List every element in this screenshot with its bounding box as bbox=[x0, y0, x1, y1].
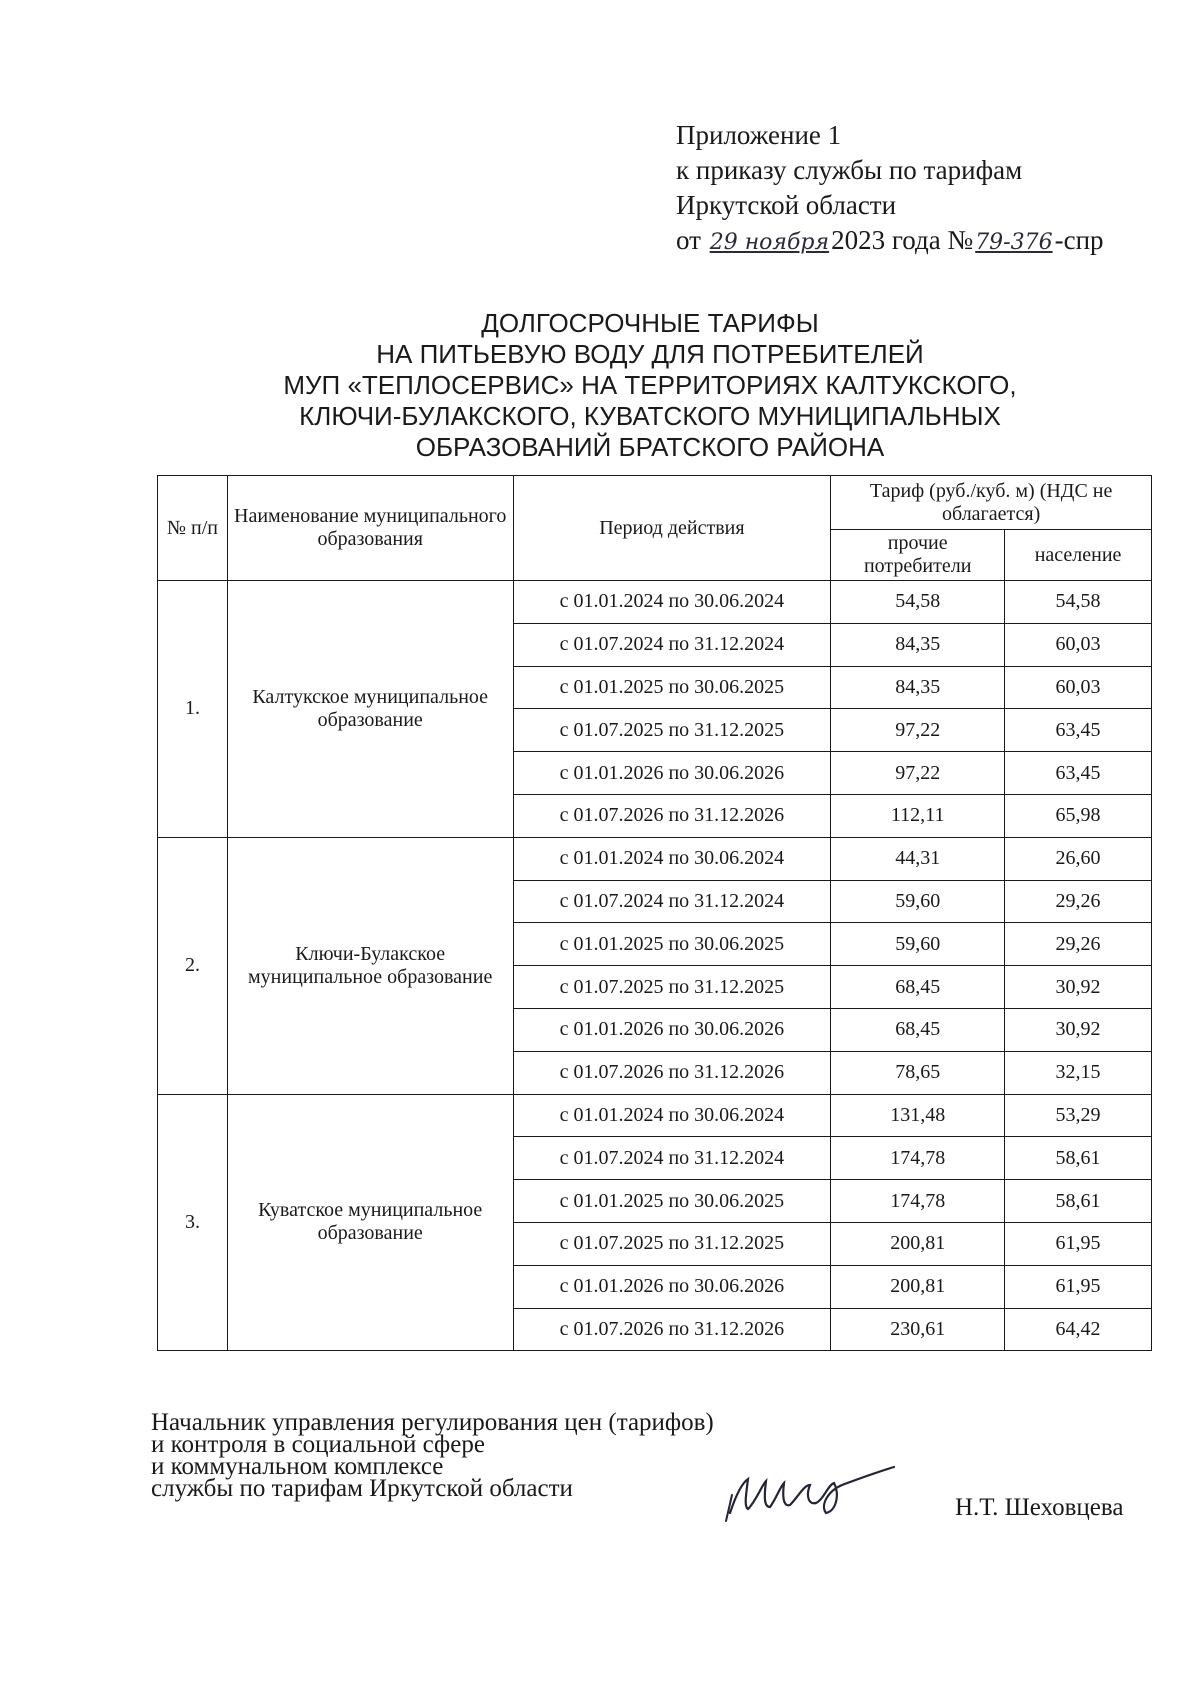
population-tariff: 32,15 bbox=[1005, 1051, 1152, 1094]
period-cell: с 01.07.2025 по 31.12.2025 bbox=[513, 709, 831, 752]
municipality-name: Куватское муниципальное образование bbox=[227, 1094, 513, 1351]
period-cell: с 01.07.2024 по 31.12.2024 bbox=[513, 880, 831, 923]
appendix-header bbox=[676, 118, 1104, 260]
document-title bbox=[150, 308, 1150, 463]
row-number: 3. bbox=[158, 1094, 228, 1351]
period-cell: с 01.07.2026 по 31.12.2026 bbox=[513, 1051, 831, 1094]
title-line-4: КЛЮЧИ-БУЛАКСКОГО, КУВАТСКОГО МУНИЦИПАЛЬНЫХ bbox=[299, 401, 1001, 431]
title-line-3: МУП «ТЕПЛОСЕРВИС» НА ТЕРРИТОРИЯХ КАЛТУКСКОГО, bbox=[283, 370, 1017, 400]
title-line-1: ДОЛГОСРОЧНЫЕ ТАРИФЫ bbox=[481, 308, 819, 338]
title-line-2: НА ПИТЬЕВУЮ ВОДУ ДЛЯ ПОТРЕБИТЕЛЕЙ bbox=[376, 339, 924, 369]
period-cell: с 01.01.2025 по 30.06.2025 bbox=[513, 923, 831, 966]
table-row bbox=[158, 1094, 1152, 1137]
table-row bbox=[158, 837, 1152, 880]
header-other-consumers: прочие потребители bbox=[831, 530, 1005, 581]
population-tariff: 65,98 bbox=[1005, 794, 1152, 837]
row-number: 1. bbox=[158, 581, 228, 838]
other-consumers-tariff: 200,81 bbox=[831, 1265, 1005, 1308]
handwritten-date: 29 ноября bbox=[709, 230, 830, 255]
other-consumers-tariff: 59,60 bbox=[831, 880, 1005, 923]
other-consumers-tariff: 174,78 bbox=[831, 1137, 1005, 1180]
population-tariff: 29,26 bbox=[1005, 923, 1152, 966]
tariff-table bbox=[157, 475, 1152, 1351]
period-cell: с 01.01.2024 по 30.06.2024 bbox=[513, 1094, 831, 1137]
population-tariff: 58,61 bbox=[1005, 1180, 1152, 1223]
number-suffix: -спр bbox=[1054, 225, 1104, 255]
population-tariff: 30,92 bbox=[1005, 1008, 1152, 1051]
period-cell: с 01.07.2024 по 31.12.2024 bbox=[513, 623, 831, 666]
handwritten-order-number: 79-376 bbox=[975, 230, 1053, 255]
other-consumers-tariff: 78,65 bbox=[831, 1051, 1005, 1094]
appendix-line-1: Приложение 1 bbox=[676, 120, 842, 150]
population-tariff: 54,58 bbox=[1005, 581, 1152, 624]
year-text: 2023 года № bbox=[831, 225, 974, 255]
other-consumers-tariff: 54,58 bbox=[831, 581, 1005, 624]
signer-name: Н.Т. Шеховцева bbox=[955, 1494, 1124, 1521]
other-consumers-tariff: 174,78 bbox=[831, 1180, 1005, 1223]
population-tariff: 29,26 bbox=[1005, 880, 1152, 923]
appendix-date-line bbox=[676, 223, 1104, 260]
period-cell: с 01.07.2025 по 31.12.2025 bbox=[513, 1222, 831, 1265]
other-consumers-tariff: 59,60 bbox=[831, 923, 1005, 966]
other-consumers-tariff: 112,11 bbox=[831, 794, 1005, 837]
period-cell: с 01.07.2025 по 31.12.2025 bbox=[513, 966, 831, 1009]
population-tariff: 26,60 bbox=[1005, 837, 1152, 880]
period-cell: с 01.01.2025 по 30.06.2025 bbox=[513, 666, 831, 709]
appendix-line-2: к приказу службы по тарифам bbox=[676, 155, 1023, 185]
municipality-name: Калтукское муниципальное образование bbox=[227, 581, 513, 838]
signer-position-line-1: Начальник управления регулирования цен (тарифов) bbox=[151, 1409, 714, 1436]
table-row bbox=[158, 581, 1152, 624]
population-tariff: 64,42 bbox=[1005, 1308, 1152, 1351]
other-consumers-tariff: 97,22 bbox=[831, 709, 1005, 752]
header-num: № п/п bbox=[158, 476, 228, 581]
period-cell: с 01.01.2026 по 30.06.2026 bbox=[513, 1265, 831, 1308]
population-tariff: 63,45 bbox=[1005, 709, 1152, 752]
signer-position-line-4: службы по тарифам Иркутской области bbox=[151, 1475, 573, 1502]
population-tariff: 60,03 bbox=[1005, 666, 1152, 709]
header-municipality: Наименование муниципального образования bbox=[227, 476, 513, 581]
population-tariff: 61,95 bbox=[1005, 1265, 1152, 1308]
period-cell: с 01.07.2026 по 31.12.2026 bbox=[513, 794, 831, 837]
period-cell: с 01.01.2026 по 30.06.2026 bbox=[513, 1008, 831, 1051]
other-consumers-tariff: 200,81 bbox=[831, 1222, 1005, 1265]
other-consumers-tariff: 44,31 bbox=[831, 837, 1005, 880]
other-consumers-tariff: 68,45 bbox=[831, 1008, 1005, 1051]
appendix-line-3: Иркутской области bbox=[676, 190, 897, 220]
signer-position-line-3: и коммунальном комплексе bbox=[151, 1453, 444, 1480]
period-cell: с 01.07.2026 по 31.12.2026 bbox=[513, 1308, 831, 1351]
period-cell: с 01.01.2024 по 30.06.2024 bbox=[513, 581, 831, 624]
population-tariff: 58,61 bbox=[1005, 1137, 1152, 1180]
period-cell: с 01.01.2024 по 30.06.2024 bbox=[513, 837, 831, 880]
other-consumers-tariff: 84,35 bbox=[831, 666, 1005, 709]
other-consumers-tariff: 230,61 bbox=[831, 1308, 1005, 1351]
other-consumers-tariff: 84,35 bbox=[831, 623, 1005, 666]
population-tariff: 60,03 bbox=[1005, 623, 1152, 666]
date-prefix: от bbox=[676, 225, 701, 255]
other-consumers-tariff: 68,45 bbox=[831, 966, 1005, 1009]
population-tariff: 53,29 bbox=[1005, 1094, 1152, 1137]
header-population: население bbox=[1005, 530, 1152, 581]
period-cell: с 01.01.2026 по 30.06.2026 bbox=[513, 752, 831, 795]
other-consumers-tariff: 97,22 bbox=[831, 752, 1005, 795]
population-tariff: 61,95 bbox=[1005, 1222, 1152, 1265]
signature-block bbox=[151, 1409, 714, 1502]
population-tariff: 30,92 bbox=[1005, 966, 1152, 1009]
signer-position-line-2: и контроля в социальной сфере bbox=[151, 1431, 485, 1458]
municipality-name: Ключи-Булакское муниципальное образование bbox=[227, 837, 513, 1094]
period-cell: с 01.07.2024 по 31.12.2024 bbox=[513, 1137, 831, 1180]
tariff-table-body bbox=[158, 581, 1152, 1351]
header-period: Период действия bbox=[513, 476, 831, 581]
period-cell: с 01.01.2025 по 30.06.2025 bbox=[513, 1180, 831, 1223]
row-number: 2. bbox=[158, 837, 228, 1094]
header-tariff: Тариф (руб./куб. м) (НДС не облагается) bbox=[831, 476, 1152, 530]
handwritten-signature bbox=[718, 1455, 918, 1535]
other-consumers-tariff: 131,48 bbox=[831, 1094, 1005, 1137]
population-tariff: 63,45 bbox=[1005, 752, 1152, 795]
title-line-5: ОБРАЗОВАНИЙ БРАТСКОГО РАЙОНА bbox=[415, 432, 885, 462]
